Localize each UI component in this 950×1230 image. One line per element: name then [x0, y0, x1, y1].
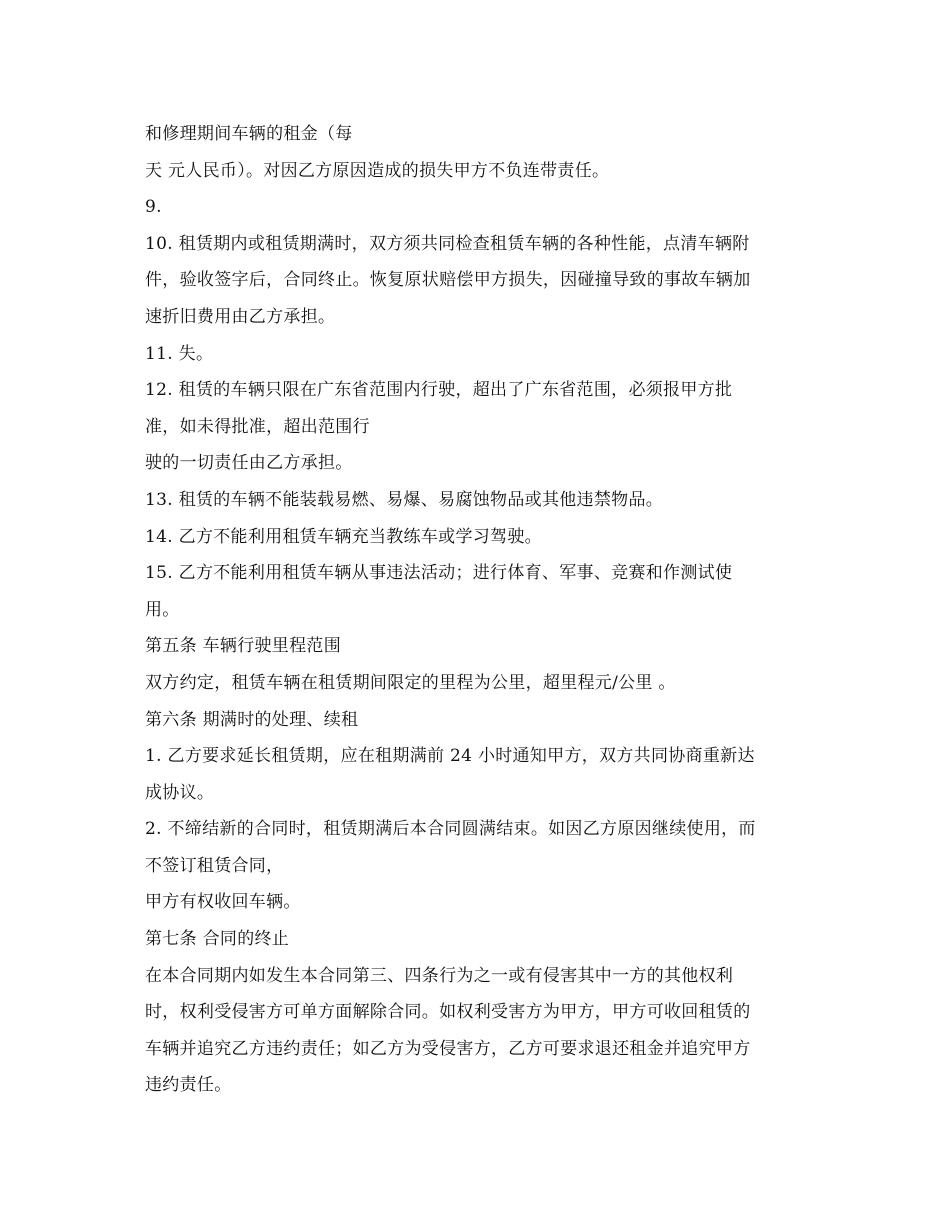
- section-heading: 第五条 车辆行驶里程范围: [145, 636, 342, 657]
- text-line: 在本合同期内如发生本合同第三、四条行为之一或有侵害其中一方的其他权利: [145, 965, 734, 986]
- text-line: 用。: [145, 599, 180, 620]
- text-line: 1. 乙方要求延长租赁期，应在租期满前 24 小时通知甲方，双方共同协商重新达: [145, 746, 755, 767]
- text-line: 速折旧费用由乙方承担。: [145, 306, 336, 327]
- section-heading: 第六条 期满时的处理、续租: [145, 709, 359, 730]
- text-line: 车辆并追究乙方违约责任；如乙方为受侵害方，乙方可要求退还租金并追究甲方: [145, 1038, 751, 1059]
- text-line: 10. 租赁期内或租赁期满时，双方须共同检查租赁车辆的各种性能，点清车辆附: [145, 233, 750, 254]
- text-line: 不签订租赁合同，: [145, 855, 284, 876]
- text-line: 违约责任。: [145, 1075, 232, 1096]
- text-line: 时，权利受侵害方可单方面解除合同。如权利受害方为甲方，甲方可收回租赁的: [145, 1002, 751, 1023]
- text-line: 2. 不缔结新的合同时，租赁期满后本合同圆满结束。如因乙方原因继续使用，而: [145, 819, 756, 840]
- text-line: 14. 乙方不能利用租赁车辆充当教练车或学习驾驶。: [145, 526, 542, 547]
- section-heading: 第七条 合同的终止: [145, 929, 290, 950]
- text-line: 13. 租赁的车辆不能装载易燃、易爆、易腐蚀物品或其他违禁物品。: [145, 489, 664, 510]
- text-line: 9.: [145, 197, 162, 218]
- text-line: 12. 租赁的车辆只限在广东省范围内行驶，超出了广东省范围，必须报甲方批: [145, 380, 733, 401]
- text-line: 件，验收签字后，合同终止。恢复原状赔偿甲方损失，因碰撞导致的事故车辆加: [145, 270, 751, 291]
- text-line: 准，如未得批准，超出范围行: [145, 416, 370, 437]
- text-line: 双方约定，租赁车辆在租赁期间限定的里程为公里，超里程元/公里 。: [145, 672, 676, 693]
- text-line: 驶的一切责任由乙方承担。: [145, 453, 353, 474]
- text-line: 15. 乙方不能利用租赁车辆从事违法活动；进行体育、军事、竞赛和作测试使: [145, 563, 733, 584]
- text-line: 和修理期间车辆的租金（每: [145, 124, 353, 144]
- text-line: 甲方有权收回车辆。: [145, 892, 301, 913]
- text-line: 11. 失。: [145, 343, 214, 364]
- document-body: [145, 116, 810, 1104]
- text-line: 成协议。: [145, 782, 215, 803]
- text-line: 天 元人民币）。对因乙方原因造成的损失甲方不负连带责任。: [145, 160, 610, 181]
